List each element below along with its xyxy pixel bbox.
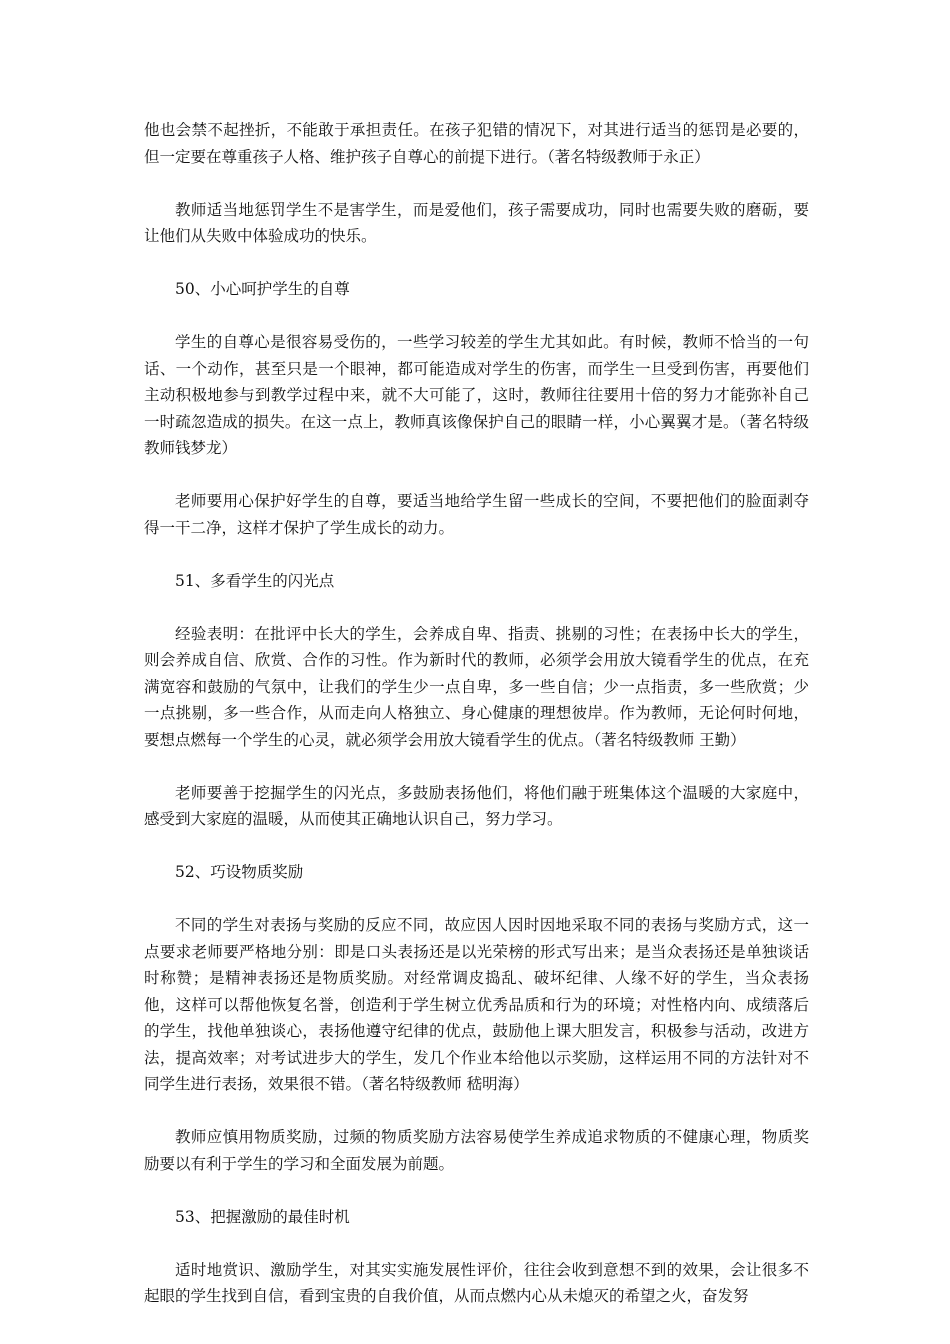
paragraph: 教师应慎用物质奖励，过频的物质奖励方法容易使学生养成追求物质的不健康心理，物质奖励要以有利于学生的学习和全面发展为前题。 [144, 1128, 809, 1173]
paragraph: 他也会禁不起挫折，不能敢于承担责任。在孩子犯错的情况下，对其进行适当的惩罚是必要的，但一定要在尊重孩子人格、维护孩子自尊心的前提下进行。（著名特级教师于永正） [144, 121, 809, 166]
paragraph: 经验表明：在批评中长大的学生，会养成自卑、指责、挑剔的习性；在表扬中长大的学生，则会养成自信、欣赏、合作的习性。作为新时代的教师，必须学会用放大镜看学生的优点，在充满宽容和鼓励的气氛中，让我们的学生少一点自卑，多一些自信；少一点指责，多一些欣赏；少一点挑剔，多一些合作，从而走向人格独立、身心健康的理想彼岸。作为教师，无论何时何地，要想点燃每一个学生的心灵，就必须学会用放大镜看学生的优点。（著名特级教师 王勤） [144, 624, 809, 749]
paragraph: 不同的学生对表扬与奖励的反应不同，故应因人因时因地采取不同的表扬与奖励方式，这一点要求老师要严格地分别：即是口头表扬还是以光荣榜的形式写出来；是当众表扬还是单独谈话时称赞；是精神表扬还是物质奖励。对经常调皮捣乱、破坏纪律、人缘不好的学生，当众表扬他，这样可以帮他恢复名誉，创造利于学生树立优秀品质和行为的环境；对性格内向、成绩落后的学生，找他单独谈心，表扬他遵守纪律的优点，鼓励他上课大胆发言，积极参与活动，改进方法，提高效率；对考试进步大的学生，发几个作业本给他以示奖励，这样运用不同的方法针对不同学生进行表扬，效果很不错。（著名特级教师 嵇明海） [144, 916, 809, 1093]
paragraph: 学生的自尊心是很容易受伤的，一些学习较差的学生尤其如此。有时候，教师不恰当的一句话、一个动作，甚至只是一个眼神，都可能造成对学生的伤害，而学生一旦受到伤害，再要他们主动积极地参与到教学过程中来，就不大可能了，这时，教师往往要用十倍的努力才能弥补自己一时疏忽造成的损失。在这一点上，教师真该像保护自己的眼睛一样，小心翼翼才是。（著名特级教师钱梦龙） [144, 333, 809, 457]
paragraph: 老师要用心保护好学生的自尊，要适当地给学生留一些成长的空间，不要把他们的脸面剥夺得一干二净，这样才保护了学生成长的动力。 [144, 492, 809, 537]
section-heading: 50、小心呵护学生的自尊 [175, 280, 350, 298]
paragraph: 老师要善于挖掘学生的闪光点，多鼓励表扬他们，将他们融于班集体这个温暖的大家庭中，感受到大家庭的温暖，从而使其正确地认识自己，努力学习。 [144, 783, 809, 828]
document-body [144, 117, 809, 1336]
paragraph: 教师适当地惩罚学生不是害学生，而是爱他们，孩子需要成功，同时也需要失败的磨砺，要让他们从失败中体验成功的快乐。 [144, 200, 809, 245]
paragraph: 适时地赏识、激励学生，对其实实施发展性评价，往往会收到意想不到的效果，会让很多不起眼的学生找到自信，看到宝贵的自我价值，从而点燃内心从未熄灭的希望之火，奋发努 [144, 1260, 809, 1305]
section-heading: 53、把握激励的最佳时机 [175, 1207, 350, 1226]
section-heading: 52、巧设物质奖励 [175, 863, 304, 881]
section-heading: 51、多看学生的闪光点 [175, 571, 335, 590]
